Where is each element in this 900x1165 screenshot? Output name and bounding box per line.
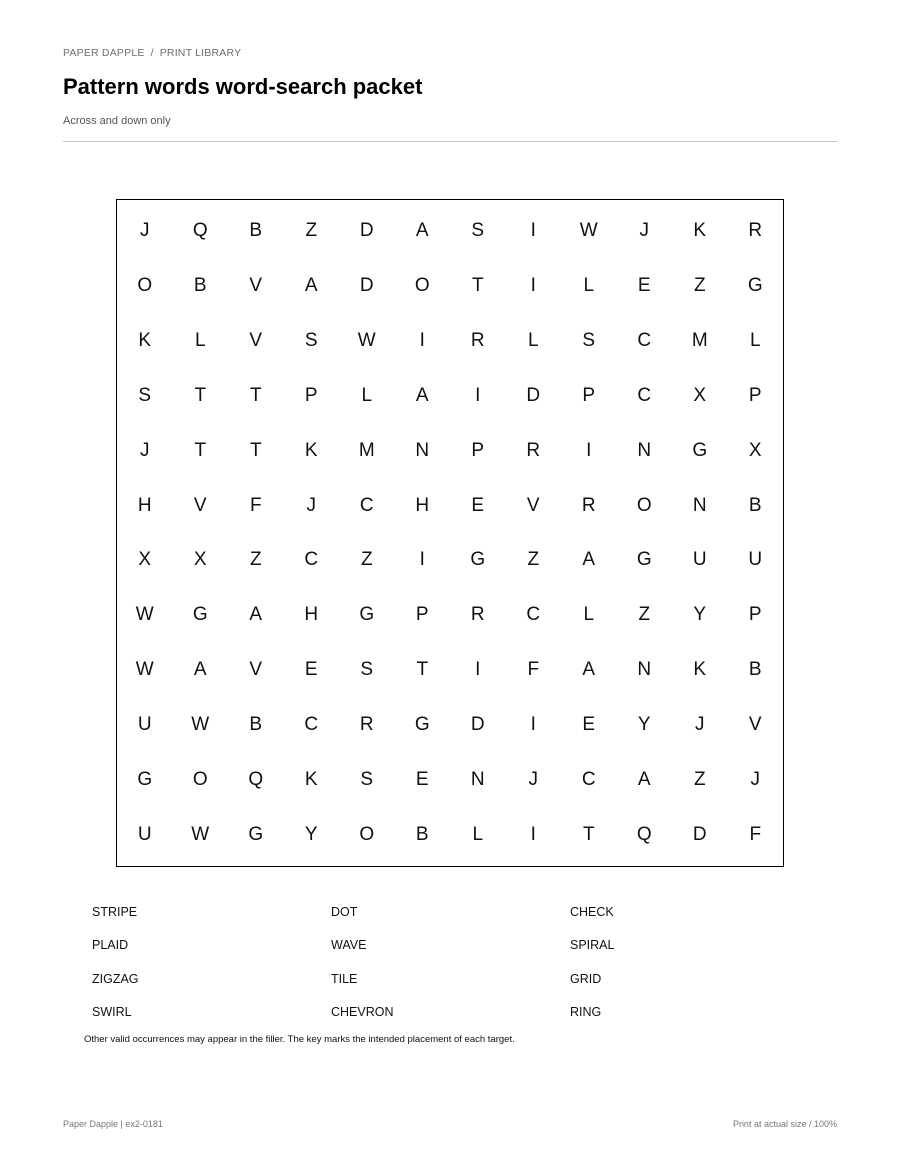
grid-letter: C [359, 494, 374, 516]
header-divider [63, 141, 837, 142]
grid-letter: E [304, 659, 318, 681]
grid-letter: J [306, 494, 316, 516]
grid-letter: S [360, 768, 374, 790]
grid-letter: W [579, 220, 598, 242]
grid-letter: L [583, 604, 595, 626]
grid-letter: J [140, 439, 150, 461]
grid-letter: J [140, 220, 150, 242]
grid-letter: N [470, 768, 485, 790]
grid-letter: X [693, 384, 707, 406]
grid-letter: E [637, 275, 651, 297]
grid-letter: V [193, 494, 207, 516]
breadcrumb-section[interactable]: PRINT LIBRARY [159, 47, 242, 59]
grid-letter: W [191, 823, 210, 845]
grid-letter: T [471, 275, 484, 297]
grid-letter: W [135, 659, 154, 681]
word-list-item: CHEVRON [331, 1005, 394, 1020]
grid-letter: B [748, 659, 762, 681]
word-list-item: PLAID [92, 938, 129, 953]
grid-letter: C [637, 330, 652, 352]
word-list-item: SPIRAL [570, 938, 615, 953]
grid-letter: K [138, 330, 152, 352]
word-list-item: CHECK [570, 905, 614, 919]
grid-letter: P [748, 384, 762, 406]
grid-letter: X [193, 549, 207, 571]
breadcrumb-separator: / [150, 47, 154, 59]
word-list [92, 900, 812, 1034]
grid-letter: G [137, 768, 153, 790]
grid-letter: I [475, 659, 481, 681]
grid-letter: I [419, 330, 425, 352]
grid-letter: V [249, 659, 263, 681]
grid-letter: A [193, 659, 207, 681]
grid-letter: C [526, 604, 541, 626]
grid-letter: J [750, 768, 760, 790]
grid-letter: J [639, 220, 649, 242]
grid-letter: C [304, 713, 319, 735]
letter-grid [116, 199, 784, 867]
grid-letter: E [415, 768, 429, 790]
grid-letter: G [747, 275, 763, 297]
word-list-item: WAVE [331, 938, 367, 953]
grid-letter: D [359, 220, 374, 242]
placement-note: Other valid occurrences may appear in the filler. The key marks the intended placement of each target. [84, 1034, 515, 1045]
grid-letter: G [248, 823, 264, 845]
grid-letter: E [582, 713, 596, 735]
grid-letter: N [637, 439, 652, 461]
grid-letter: F [249, 494, 262, 516]
footer-id: Paper Dapple | ex2-0181 [63, 1119, 163, 1129]
grid-letter: X [138, 549, 152, 571]
page-title: Pattern words word-search packet [63, 74, 423, 99]
grid-letter: Z [638, 604, 651, 626]
grid-letter: B [193, 275, 207, 297]
grid-letter: E [471, 494, 485, 516]
grid-letter: R [359, 713, 374, 735]
grid-letter: I [530, 823, 536, 845]
grid-letter: C [637, 384, 652, 406]
grid-letter: Z [693, 768, 706, 790]
grid-letter: B [748, 494, 762, 516]
grid-letter: A [415, 220, 429, 242]
grid-letter: U [692, 549, 707, 571]
grid-letter: J [695, 713, 705, 735]
grid-letter: I [586, 439, 592, 461]
word-list-item: SWIRL [92, 1005, 132, 1020]
grid-letter: K [304, 439, 318, 461]
word-list-item: GRID [570, 971, 602, 986]
grid-letter: Y [304, 823, 318, 845]
grid-letter: I [530, 275, 536, 297]
grid-letter: A [415, 384, 429, 406]
word-list-item: TILE [331, 971, 358, 986]
grid-letter: G [414, 713, 430, 735]
grid-letter: Z [249, 549, 262, 571]
grid-letter: X [748, 439, 762, 461]
grid-letter: V [249, 330, 263, 352]
grid-letter: W [191, 713, 210, 735]
grid-letter: Q [192, 220, 208, 242]
grid-letter: F [527, 659, 540, 681]
grid-letter: V [748, 713, 762, 735]
grid-letter: I [475, 384, 481, 406]
grid-letter: N [692, 494, 707, 516]
grid-letter: A [582, 549, 596, 571]
grid-letter: I [530, 220, 536, 242]
grid-letter: M [358, 439, 375, 461]
grid-letter: T [416, 659, 429, 681]
grid-letter: G [192, 604, 208, 626]
grid-letter: L [583, 275, 595, 297]
grid-letter: G [359, 604, 375, 626]
grid-letter: O [414, 275, 430, 297]
grid-letter: K [693, 659, 707, 681]
grid-letter: U [137, 823, 152, 845]
grid-letter: N [637, 659, 652, 681]
grid-letter: P [471, 439, 485, 461]
grid-letter: N [415, 439, 430, 461]
grid-letter: I [419, 549, 425, 571]
grid-letter: J [528, 768, 538, 790]
grid-letter: B [249, 713, 263, 735]
grid-letter: W [357, 330, 376, 352]
grid-letter: L [472, 823, 484, 845]
grid-letter: B [415, 823, 429, 845]
word-list-item: DOT [331, 905, 358, 919]
grid-letter: W [135, 604, 154, 626]
grid-letter: O [359, 823, 375, 845]
grid-letter: G [692, 439, 708, 461]
grid-letter: S [138, 384, 152, 406]
grid-letter: Z [693, 275, 706, 297]
grid-letter: S [360, 659, 374, 681]
grid-letter: K [693, 220, 707, 242]
grid-letter: R [470, 330, 485, 352]
grid-letter: H [137, 494, 152, 516]
grid-letter: R [526, 439, 541, 461]
grid-letter: L [361, 384, 373, 406]
grid-letter: C [581, 768, 596, 790]
grid-letter: O [636, 494, 652, 516]
grid-letter: T [249, 384, 262, 406]
page-subtitle: Across and down only [63, 115, 171, 127]
grid-letter: S [304, 330, 318, 352]
footer-print-note: Print at actual size / 100% [732, 1119, 837, 1129]
grid-letter: R [581, 494, 596, 516]
grid-letter: Q [636, 823, 652, 845]
breadcrumb-site[interactable]: PAPER DAPPLE [63, 47, 145, 59]
grid-letter: V [526, 494, 540, 516]
grid-letter: V [249, 275, 263, 297]
grid-letter: O [137, 275, 153, 297]
grid-letter: G [470, 549, 486, 571]
grid-letter: P [748, 604, 762, 626]
grid-letter: R [748, 220, 763, 242]
breadcrumb [63, 47, 241, 59]
grid-letter: U [137, 713, 152, 735]
grid-letter: L [527, 330, 539, 352]
grid-letter: Z [360, 549, 373, 571]
grid-letter: T [249, 439, 262, 461]
word-list-item: ZIGZAG [92, 971, 139, 986]
grid-letter: D [470, 713, 485, 735]
grid-letter: T [194, 384, 207, 406]
grid-letter: D [526, 384, 541, 406]
grid-letter: M [691, 330, 708, 352]
grid-letter: C [304, 549, 319, 571]
word-list-item: RING [570, 1005, 602, 1020]
grid-letter: A [304, 275, 318, 297]
grid-letter: K [304, 768, 318, 790]
grid-letter: D [359, 275, 374, 297]
grid-letter: A [582, 659, 596, 681]
grid-letter: F [749, 823, 762, 845]
grid-letter: S [582, 330, 596, 352]
grid-letter: Y [693, 604, 707, 626]
grid-letter: Q [248, 768, 264, 790]
grid-letter: Z [305, 220, 318, 242]
grid-letter: Z [527, 549, 540, 571]
grid-letter: L [749, 330, 761, 352]
grid-letter: R [470, 604, 485, 626]
grid-letter: A [637, 768, 651, 790]
grid-letter: I [530, 713, 536, 735]
grid-letter: G [636, 549, 652, 571]
word-list-item: STRIPE [92, 905, 138, 919]
grid-letter: S [471, 220, 485, 242]
grid-letter: Y [637, 713, 651, 735]
grid-letter: L [194, 330, 206, 352]
grid-letter: P [415, 604, 429, 626]
grid-letter: T [582, 823, 595, 845]
grid-letter: P [304, 384, 318, 406]
grid-letter: D [692, 823, 707, 845]
grid-letter: P [582, 384, 596, 406]
grid-letter: H [304, 604, 319, 626]
grid-letter: T [194, 439, 207, 461]
grid-letter: O [192, 768, 208, 790]
grid-letter: B [249, 220, 263, 242]
grid-letter: A [249, 604, 263, 626]
grid-letter: U [748, 549, 763, 571]
grid-letter: H [415, 494, 430, 516]
